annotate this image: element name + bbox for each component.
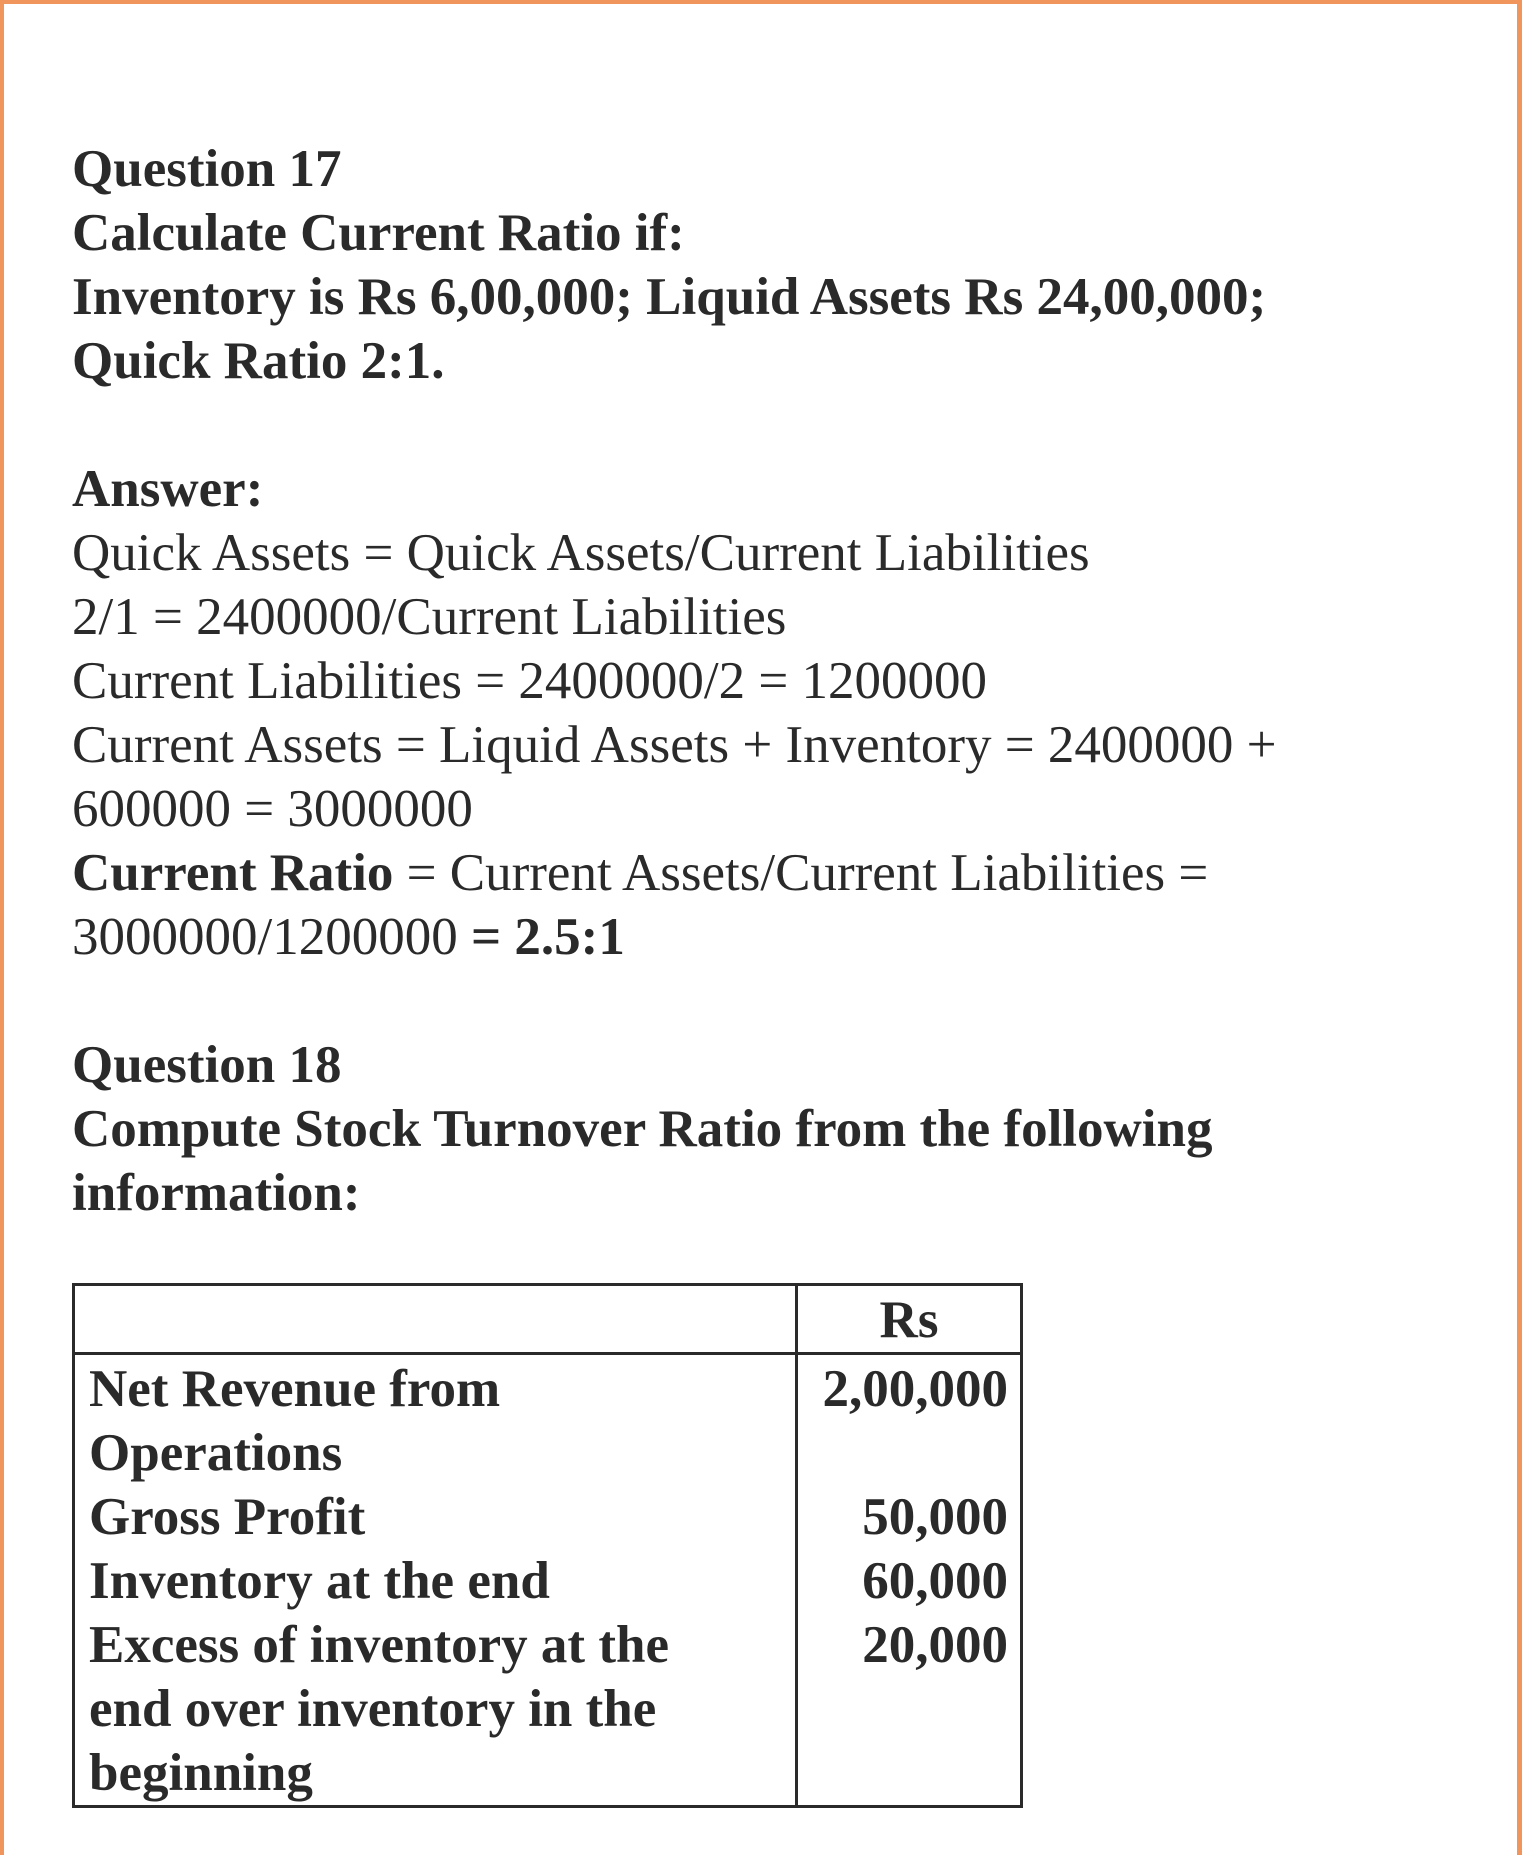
table-header-label (74, 1285, 797, 1354)
spacer (72, 969, 1472, 1033)
table-header-amount: Rs (797, 1285, 1022, 1354)
row-label-line: end over inventory in the (89, 1680, 657, 1738)
answer-line: Quick Assets = Quick Assets/Current Liabilities (72, 524, 1090, 582)
answer-line: Current Assets = Liquid Assets + Inventory = 2400000 + (72, 716, 1277, 774)
row-label-line: Net Revenue from (89, 1360, 501, 1418)
row-label-line: beginning (89, 1744, 313, 1802)
table-row (74, 1354, 1022, 1486)
question-18-prompt-line: information: (72, 1164, 361, 1222)
row-label-line: Operations (89, 1424, 343, 1482)
row-value: 60,000 (797, 1549, 1022, 1613)
answer-line: Current Liabilities = 2400000/2 = 1200000 (72, 652, 988, 710)
row-label-line: Excess of inventory at the (89, 1616, 669, 1674)
result-term: Current Ratio (72, 844, 394, 902)
spacer (72, 393, 1472, 457)
question-18 (72, 1033, 1472, 1225)
row-label-line: Gross Profit (89, 1488, 366, 1546)
table-row (74, 1485, 1022, 1549)
row-label (74, 1485, 797, 1549)
row-value: 2,00,000 (797, 1354, 1022, 1486)
data-table (72, 1283, 1023, 1808)
answer-line: 600000 = 3000000 (72, 780, 473, 838)
row-label (74, 1354, 797, 1486)
result-line (72, 905, 1472, 969)
table-header-row (74, 1285, 1022, 1354)
question-18-prompt-line: Compute Stock Turnover Ratio from the following (72, 1100, 1213, 1158)
row-label (74, 1549, 797, 1613)
result-line (72, 841, 1472, 905)
row-label (74, 1613, 797, 1807)
answer-label: Answer: (72, 460, 264, 518)
page-border-left (0, 0, 4, 1855)
result-value: = 2.5:1 (470, 908, 625, 966)
question-17-prompt-line: Inventory is Rs 6,00,000; Liquid Assets Rs 24,00,000; (72, 268, 1267, 326)
row-value: 50,000 (797, 1485, 1022, 1549)
row-label-line: Inventory at the end (89, 1552, 550, 1610)
question-17 (72, 137, 1472, 969)
answer-line: 2/1 = 2400000/Current Liabilities (72, 588, 787, 646)
data-table-container (72, 1283, 1023, 1808)
table-row (74, 1613, 1022, 1807)
page-border-top (0, 0, 1522, 4)
table-row (74, 1549, 1022, 1613)
question-17-prompt-line: Quick Ratio 2:1. (72, 332, 445, 390)
question-17-title: Question 17 (72, 140, 342, 198)
result-formula: = Current Assets/Current Liabilities = (393, 844, 1209, 902)
document-body (72, 137, 1472, 1225)
question-17-prompt-line: Calculate Current Ratio if: (72, 204, 685, 262)
page-border-right (1517, 0, 1522, 1855)
question-18-title: Question 18 (72, 1036, 342, 1094)
result-calculation: 3000000/1200000 (72, 908, 471, 966)
row-value: 20,000 (797, 1613, 1022, 1807)
